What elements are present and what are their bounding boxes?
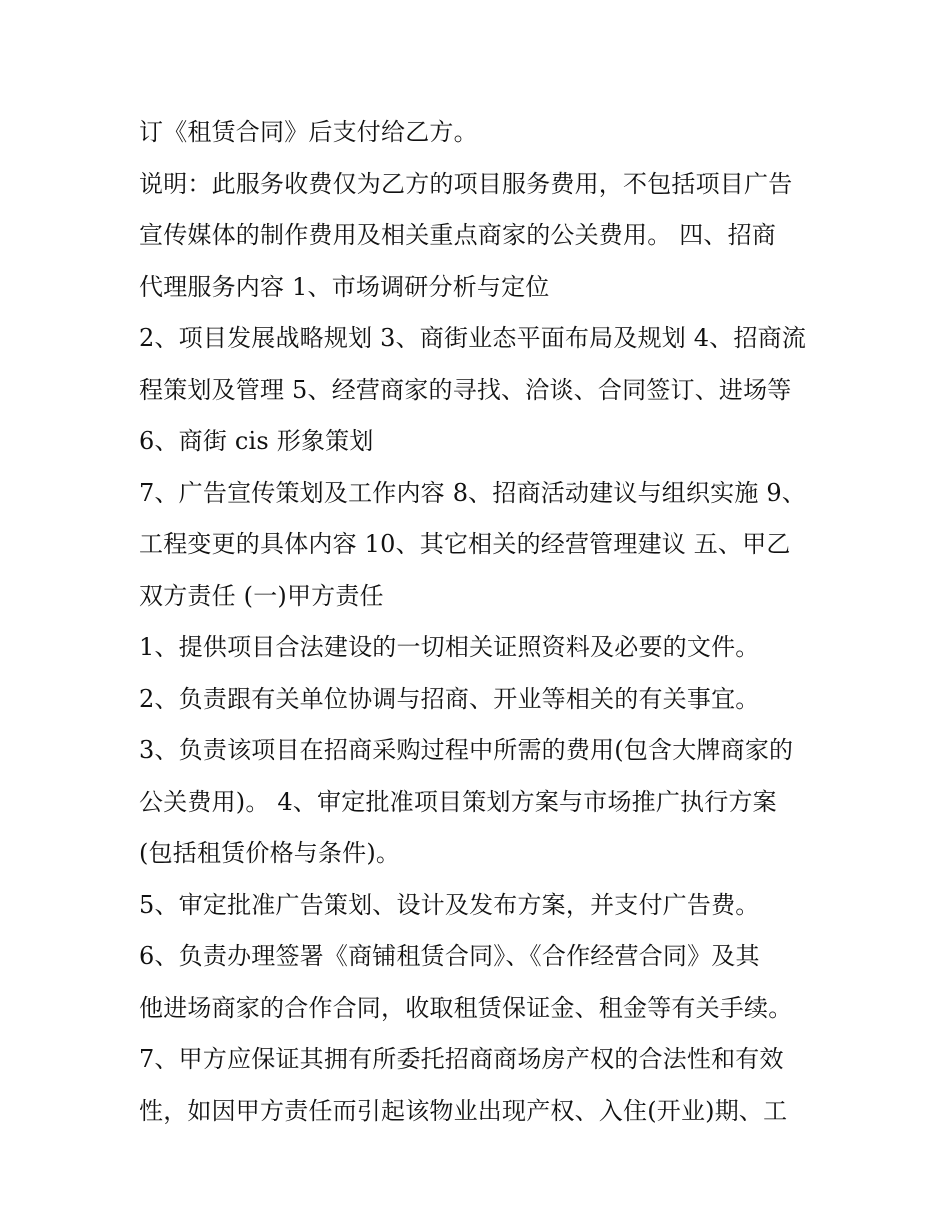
text-line: 双方责任 (一)甲方责任 — [139, 581, 384, 610]
text-line: 6、商街 cis 形象策划 — [139, 427, 374, 455]
text-line: 说明：此服务收费仅为乙方的项目服务费用，不包括项目广告 — [139, 169, 793, 198]
text-line: 工程变更的具体内容 10、其它相关的经营管理建议 五、甲乙 — [139, 530, 791, 558]
text-line: 3、负责该项目在招商采购过程中所需的费用(包含大牌商家的 — [139, 736, 794, 764]
text-line: 公关费用)。 4、审定批准项目策划方案与市场推广执行方案 — [139, 787, 777, 816]
text-line: 代理服务内容 1、市场调研分析与定位 — [139, 272, 550, 301]
text-line: 5、审定批准广告策划、设计及发布方案，并支付广告费。 — [139, 890, 760, 919]
text-line: 2、负责跟有关单位协调与招商、开业等相关的有关事宜。 — [139, 684, 760, 713]
text-line: 他进场商家的合作合同，收取租赁保证金、租金等有关手续。 — [139, 993, 793, 1022]
text-line: 宣传媒体的制作费用及相关重点商家的公关费用。 四、招商 — [139, 221, 777, 249]
text-line: (包括租赁价格与条件)。 — [139, 839, 401, 867]
text-line: 订《租赁合同》后支付给乙方。 — [139, 118, 478, 146]
text-line: 6、负责办理签署《商铺租赁合同》、《合作经营合同》及其 — [139, 942, 760, 970]
document-body — [139, 107, 829, 1137]
text-line: 7、广告宣传策划及工作内容 8、招商活动建议与组织实施 9、 — [139, 478, 807, 507]
text-line: 1、提供项目合法建设的一切相关证照资料及必要的文件。 — [139, 633, 760, 661]
text-line: 性，如因甲方责任而引起该物业出现产权、入住(开业)期、工 — [139, 1096, 788, 1125]
text-line: 程策划及管理 5、经营商家的寻找、洽谈、合同签订、进场等 — [139, 375, 792, 404]
text-line: 2、项目发展战略规划 3、商街业态平面布局及规划 4、招商流 — [139, 324, 807, 352]
text-line: 7、甲方应保证其拥有所委托招商商场房产权的合法性和有效 — [139, 1045, 784, 1073]
